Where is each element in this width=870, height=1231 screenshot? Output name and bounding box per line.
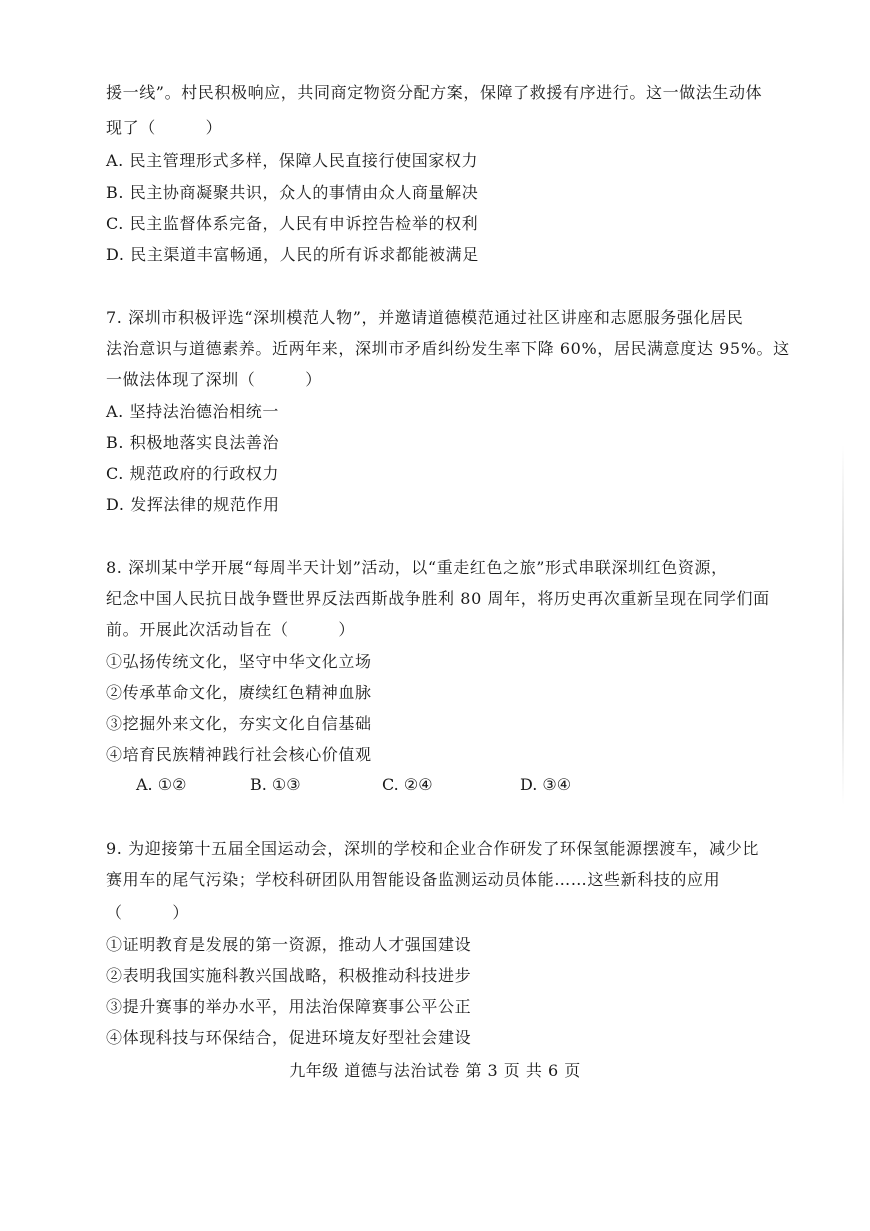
q8-stem-line-3: 前。开展此次活动旨在（ ） (106, 620, 356, 639)
q9-statement-2: ②表明我国实施科教兴国战略，积极推动科技进步 (106, 966, 472, 985)
q6-option-a: A. 民主管理形式多样，保障人民直接行使国家权力 (106, 151, 479, 170)
q7-stem-line-2: 法治意识与道德素养。近两年来，深圳市矛盾纠纷发生率下降 60%，居民满意度达 95%。这 (106, 339, 790, 358)
q9-statement-3: ③提升赛事的举办水平，用法治保障赛事公平公正 (106, 997, 472, 1016)
q6-option-c: C. 民主监督体系完备，人民有申诉控告检举的权利 (106, 214, 479, 233)
q9-stem-line-3: （ ） (106, 903, 190, 922)
q9-statement-4: ④体现科技与环保结合，促进环境友好型社会建设 (106, 1028, 472, 1047)
q8-stem-line-2: 纪念中国人民抗日战争暨世界反法西斯战争胜利 80 周年，将历史再次重新呈现在同学们面 (106, 589, 770, 608)
q8-stem-line-1: 8. 深圳某中学开展“每周半天计划”活动，以“重走红色之旅”形式串联深圳红色资源， (106, 558, 728, 577)
q7-option-b: B. 积极地落实良法善治 (106, 433, 280, 452)
q8-statement-2: ②传承革命文化，赓续红色精神血脉 (106, 683, 372, 702)
q9-stem-line-2: 赛用车的尾气污染；学校科研团队用智能设备监测运动员体能……这些新科技的应用 (106, 870, 721, 889)
q8-statement-1: ①弘扬传统文化，坚守中华文化立场 (106, 652, 372, 671)
q7-option-c: C. 规范政府的行政权力 (106, 464, 280, 483)
q7-stem-line-3: 一做法体现了深圳（ ） (106, 370, 322, 389)
q6-option-b: B. 民主协商凝聚共识，众人的事情由众人商量解决 (106, 183, 479, 202)
q6-option-d: D. 民主渠道丰富畅通，人民的所有诉求都能被满足 (106, 245, 479, 264)
q6-stem-line-1: 援一线”。村民积极响应，共同商定物资分配方案，保障了救援有序进行。这一做法生动体 (106, 83, 763, 102)
q8-choice-c: C. ②④ (382, 775, 433, 794)
q8-choice-d: D. ③④ (520, 775, 572, 794)
q7-stem-line-1: 7. 深圳市积极评选“深圳模范人物”，并邀请道德模范通过社区讲座和志愿服务强化居民 (106, 308, 744, 327)
q7-option-a: A. 坚持法治德治相统一 (106, 402, 279, 421)
q7-option-d: D. 发挥法律的规范作用 (106, 495, 280, 514)
q6-stem-line-2: 现了（ ） (106, 118, 223, 137)
page-footer: 九年级 道德与法治试卷 第 3 页 共 6 页 (289, 1061, 581, 1080)
q8-statement-4: ④培育民族精神践行社会核心价值观 (106, 745, 372, 764)
q9-stem-line-1: 9. 为迎接第十五届全国运动会，深圳的学校和企业合作研发了环保氢能源摆渡车，减少比 (106, 839, 759, 858)
q8-choice-b: B. ①③ (250, 775, 301, 794)
q9-statement-1: ①证明教育是发展的第一资源，推动人才强国建设 (106, 935, 472, 954)
q8-statement-3: ③挖掘外来文化，夯实文化自信基础 (106, 714, 372, 733)
q8-choice-a: A. ①② (136, 775, 187, 794)
scan-edge-divider (842, 445, 844, 805)
